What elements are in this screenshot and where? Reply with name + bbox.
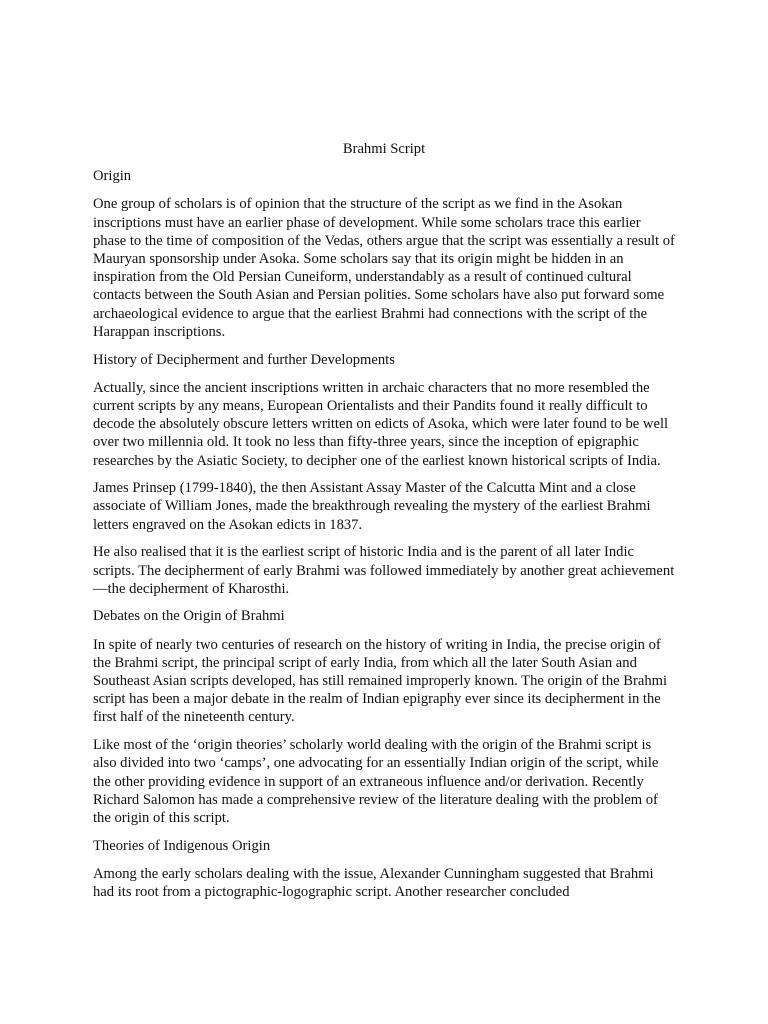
paragraph: He also realised that it is the earliest script of historic India and is the parent of all later Indic scripts. The decipherment of early Brahmi was followed immediately by another great achievement—the decipherment of Kharosthi. [93, 544, 675, 597]
paragraph: Actually, since the ancient inscriptions written in archaic characters that no more resembled the current scripts by any means, European Orientalists and their Pandits found it really difficult to decode the absolutely obscure letters written on edicts of Asoka, which were later found to be well over two millennia old. It took no less than fifty-three years, since the inception of epigraphic researches by the Asiatic Society, to decipher one of the earliest known historical scripts of India. [93, 379, 669, 469]
section-heading-history: History of Decipherment and further Developments [93, 351, 395, 368]
paragraph: Like most of the ‘origin theories’ scholarly world dealing with the origin of the Brahmi script is also divided into two ‘camps’, one advocating for an essentially Indian origin of the script, while the other providing evidence in support of an extraneous influence and/or derivation. Recently Richard Salomon has made a comprehensive review of the literature dealing with the problem of the origin of this script. [93, 737, 659, 826]
section-heading-origin: Origin [93, 168, 132, 185]
document-title: Brahmi Script [342, 141, 426, 157]
section-heading-indigenous-origin: Theories of Indigenous Origin [93, 837, 271, 854]
paragraph: One group of scholars is of opinion that the structure of the script as we find in the Asokan inscriptions must have an earlier phase of development. While some scholars trace this earlier phase to the time of composition of the Vedas, others argue that the script was essentially a result of Mauryan sponsorship under Asoka. Some scholars say that its origin might be hidden in an inspiration from the Old Persian Cuneiform, understandably as a result of continued cultural contacts between the South Asian and Persian polities. Some scholars have also put forward some archaeological evidence to argue that the earliest Brahmi had connections with the script of the Harappan inscriptions. [93, 196, 675, 340]
paragraph: In spite of nearly two centuries of research on the history of writing in India, the precise origin of the Brahmi script, the principal script of early India, from which all the later South Asian and Southeast Asian scripts developed, has still remained improperly known. The origin of the Brahmi script has been a major debate in the realm of Indian epigraphy ever since its decipherment in the first half of the nineteenth century. [93, 636, 668, 726]
section-heading-debates: Debates on the Origin of Brahmi [93, 608, 285, 625]
paragraph: Among the early scholars dealing with the issue, Alexander Cunningham suggested that Brahmi had its root from a pictographic-logographic script. Another researcher concluded [93, 865, 654, 901]
paragraph: James Prinsep (1799-1840), the then Assistant Assay Master of the Calcutta Mint and a close associate of William Jones, made the breakthrough revealing the mystery of the earliest Brahmi letters engraved on the Asokan edicts in 1837. [93, 480, 651, 533]
document-body [93, 140, 675, 911]
